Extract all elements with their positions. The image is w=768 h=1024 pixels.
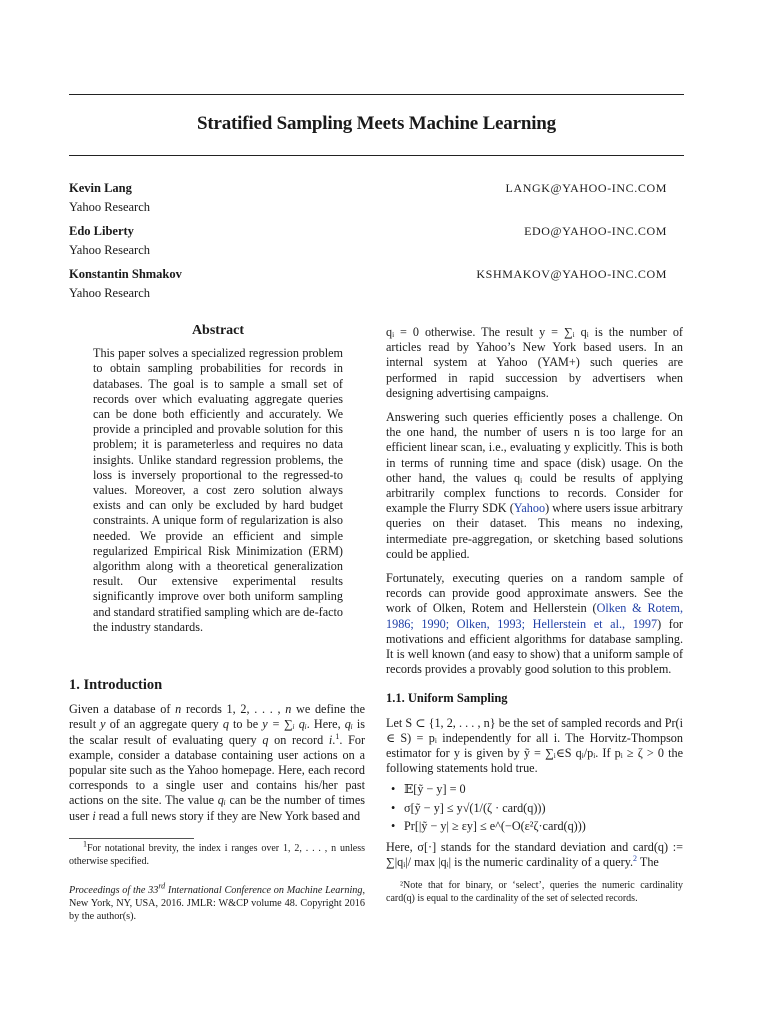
citation-link-yahoo[interactable]: Yahoo bbox=[513, 501, 546, 516]
author-block-3 bbox=[69, 265, 667, 303]
title-rule-top bbox=[69, 94, 684, 95]
footnote-2: ²Note that for binary, or ‘select’, queries the numeric cardinality card(q) is equal to the cardinality of the set of selected records. bbox=[386, 880, 683, 904]
paragraph-cardinality: Here, σ[·] stands for the standard deviation and card(q) := ∑|qᵢ|/ max |qᵢ| is the numeric cardinality of a query.$^2$ The bbox=[386, 840, 683, 870]
proceedings-note: Proceedings of the 33rd International Conference on Machine Learning, New York, NY, USA, 2016. JMLR: W&CP volume 48. Copyright 2016 by the author(s). bbox=[69, 881, 366, 922]
author-block-1 bbox=[69, 179, 667, 217]
list-item: • Pr[|ỹ − y| ≥ εy] ≤ e^(−O(ε²ζ·card(q))) bbox=[404, 819, 683, 834]
abstract-heading: Abstract bbox=[191, 323, 245, 338]
paragraph-query-result: qᵢ = 0 otherwise. The result y = ∑ᵢ qᵢ is the number of articles read by Yahoo’s New York based users. In an internal system at Yahoo (YAM+) such queries are performed in rapid succession by advertisers when designing advertising campaigns. bbox=[386, 325, 683, 400]
author-affiliation: Yahoo Research bbox=[69, 200, 151, 214]
paragraph-challenge: Answering such queries efficiently poses a challenge. On the one hand, the number of users n is too large for an efficient linear scan, i.e., evaluating y explicitly. This is both in terms of running time and space (disk) usage. On the other hand, the values qᵢ could be results of applying arbitrarily complex functions to records. Consider for example the Flurry SDK (Yahoo) where users issue arbitrary queries on their dataset. This means no indexing, intermediate pre-aggregation, or sketching based solutions could be applied. bbox=[386, 410, 683, 561]
author-name: Kevin Lang bbox=[69, 181, 132, 195]
author-name: Edo Liberty bbox=[69, 224, 134, 238]
abstract-section bbox=[93, 323, 343, 635]
footnote-1: $^1$For notational brevity, the index i ranges over 1, 2, . . . , n unless otherwise specified. bbox=[69, 839, 365, 867]
author-email: EDO@YAHOO-INC.COM bbox=[524, 224, 667, 238]
list-item: • σ[ỹ − y] ≤ y√(1/(ζ · card(q))) bbox=[404, 801, 683, 816]
paragraph-uniform-sampling: Let S ⊂ {1, 2, . . . , n} be the set of sampled records and Pr(i ∈ S) = pᵢ independently for all i. The Horvitz-Thompson estimator for y is given by ỹ = ∑ᵢ∈S qᵢ/pᵢ. If pᵢ ≥ ζ > 0 the following statements hold true. bbox=[386, 715, 683, 776]
paragraph-sampling: Fortunately, executing queries on a random sample of records can provide good approximate answers. See the work of Olken, Rotem and Hellerstein (Olken & Rotem, 1986; 1990; Olken, 1993; Hellerstein et al., 1997) for motivations and efficient algorithms for database sampling. It is well known (and easy to show) that a uniform sample of records provides a provably good solution to this problem. bbox=[386, 571, 684, 677]
author-email: KSHMAKOV@YAHOO-INC.COM bbox=[476, 267, 667, 281]
section-heading: 1. Introduction bbox=[69, 677, 163, 693]
paper-title: Stratified Sampling Meets Machine Learning bbox=[197, 113, 556, 134]
abstract-text: This paper solves a specialized regression problem to obtain sampling probabilities for records in databases. The goal is to sample a small set of records over which evaluating aggregate queries can be done both efficiently and accurately. We provide a principled and provable solution for this problem; it is parameterless and requires no data insights. Unlike standard regression problems, the loss is inversely proportional to the regressed-to values. Moreover, a cost zero solution always exists and can only be excluded by hard budget constraints. A unique form of regularization is also needed. We provide an efficient and simple regularized Empirical Risk Minimization (ERM) algorithm along with a theoretical generalization result. Our extensive experimental results significantly improve over both uniform sampling and standard stratified sampling which are de-facto the industry standards. bbox=[93, 346, 343, 634]
intro-paragraph: Given a database of n records 1, 2, . . . , n we define the result y of an aggregate query q to be y = ∑ᵢ qᵢ. Here, qᵢ is the scalar result of evaluating query q on record i.$^1$. For example, consider a database containing user actions on a popular site such as the Yahoo homepage. Here, each record corresponds to a single user and contains his/her past actions on the site. The value qᵢ can be the number of times user i read a full news story if they are New York based and bbox=[69, 702, 366, 823]
list-item: • 𝔼[ỹ − y] = 0 bbox=[404, 782, 683, 797]
statement-list bbox=[386, 782, 683, 834]
author-email: LANGK@YAHOO-INC.COM bbox=[505, 181, 667, 195]
author-affiliation: Yahoo Research bbox=[69, 286, 151, 300]
footnote-mark[interactable]: 1 bbox=[335, 731, 340, 741]
title-rule-bottom bbox=[69, 155, 684, 156]
footnote-area-left bbox=[69, 838, 365, 923]
introduction-section bbox=[69, 678, 365, 824]
right-column bbox=[386, 325, 683, 871]
footnote-mark[interactable]: 2 bbox=[633, 854, 638, 864]
footnote-rule bbox=[69, 838, 194, 839]
author-affiliation: Yahoo Research bbox=[69, 243, 151, 257]
footnote-area-right bbox=[386, 880, 683, 905]
author-block-2 bbox=[69, 222, 667, 260]
author-name: Konstantin Shmakov bbox=[69, 267, 182, 281]
subsection-heading: 1.1. Uniform Sampling bbox=[386, 691, 508, 706]
citation-link-olken[interactable]: Olken & Rotem, 1986; 1990; Olken, 1993; Hellerstein et al., 1997 bbox=[386, 601, 684, 631]
